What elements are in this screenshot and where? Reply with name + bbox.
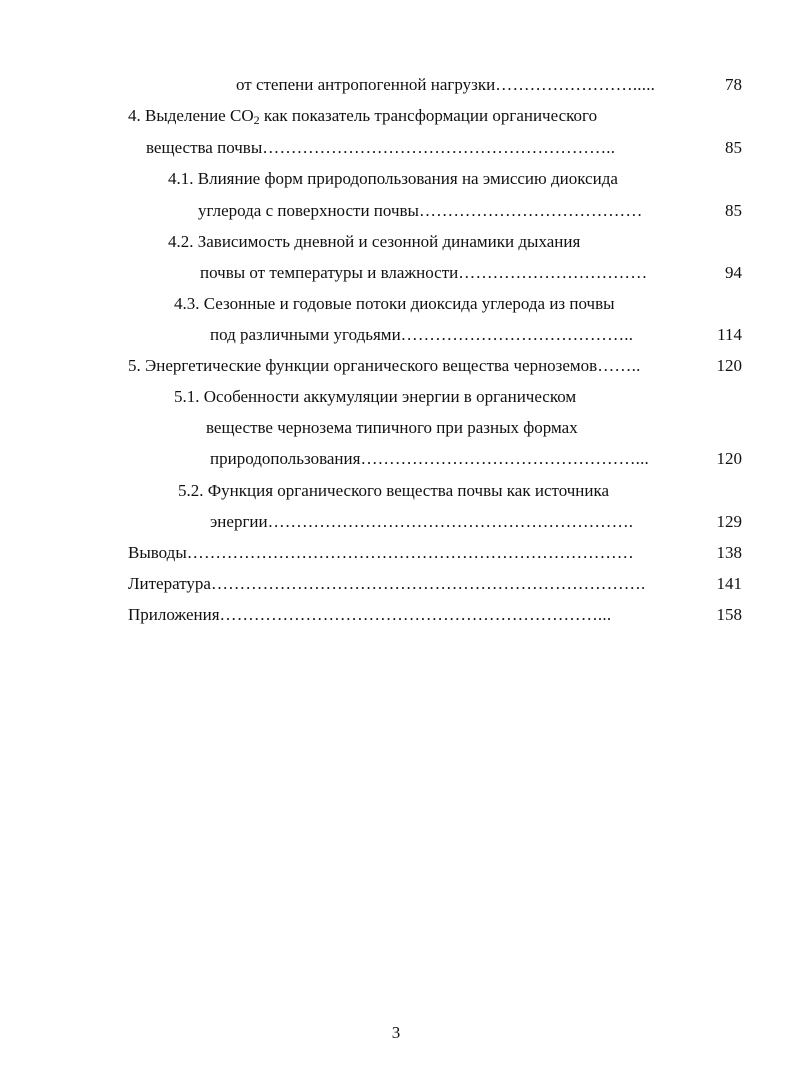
toc-entry-title: 5.1. Особенности аккумуляции энергии в органическом [174, 387, 577, 406]
toc-leader-dots: …….. [597, 356, 641, 375]
toc-leader-dots: …………………………………………………………... [219, 605, 612, 624]
toc-page-number: 120 [716, 356, 742, 375]
toc-entry-title: Приложения [128, 605, 220, 624]
toc-page-number: 158 [716, 605, 742, 624]
toc-entry-title: под различными угодьями [210, 325, 401, 344]
toc-entry [168, 169, 688, 189]
toc-leader-dots: …………………………………………………….. [262, 138, 616, 157]
toc-leader-dots: …………………………… [458, 263, 648, 282]
toc-entry-title: 4.1. Влияние форм природопользования на эмиссию диоксида [168, 169, 618, 188]
toc-leader-dots: ………………………………………………………. [267, 512, 634, 531]
toc-entry [128, 574, 688, 594]
toc-leader-dots: ………………………………… [418, 201, 643, 220]
toc-entry [210, 512, 688, 532]
toc-page-number: 78 [725, 75, 742, 94]
toc-page-number: 141 [716, 574, 742, 593]
toc-entry [206, 418, 688, 438]
toc-entry [236, 75, 688, 95]
toc-entry-title: Выводы [128, 543, 187, 562]
toc-page-number: 85 [725, 201, 742, 220]
toc-entry [128, 106, 688, 126]
toc-entry [128, 543, 688, 563]
toc-entry-title: от степени антропогенной нагрузки [236, 75, 496, 94]
toc-entry-title: углерода с поверхности почвы [198, 201, 419, 220]
toc-entry-title: почвы от температуры и влажности [200, 263, 459, 282]
toc-entry-title: 5.2. Функция органического вещества почвы как источника [178, 481, 610, 500]
toc-entry-title: веществе чернозема типичного при разных формах [206, 418, 578, 437]
toc-entry-title-continued: как показатель трансформации органического [259, 106, 598, 125]
toc-entry-title: 4. Выделение CO [128, 106, 254, 125]
toc-leader-dots: …………………………………………………………………… [186, 543, 634, 562]
toc-entry-title: Литература [128, 574, 211, 593]
toc-entry-title: энергии [210, 512, 268, 531]
toc-page-number: 120 [716, 449, 742, 468]
toc-entry-title: природопользования [210, 449, 361, 468]
toc-entry [200, 263, 688, 283]
toc-page-number: 85 [725, 138, 742, 157]
toc-entry [168, 232, 688, 252]
toc-entry-title: вещества почвы [146, 138, 263, 157]
toc-leader-dots: ………………………………….. [400, 325, 634, 344]
toc-leader-dots: …………………………………………………………………. [210, 574, 646, 593]
toc-entry [174, 387, 688, 407]
toc-page-number: 114 [717, 325, 742, 344]
toc-entry [146, 138, 688, 158]
toc-entry [210, 325, 688, 345]
toc-entry-title: 4.3. Сезонные и годовые потоки диоксида углерода из почвы [174, 294, 615, 313]
toc-leader-dots: ……………………..... [495, 75, 656, 94]
toc-entry [174, 294, 688, 314]
toc-entry-title: 5. Энергетические функции органического вещества черноземов [128, 356, 598, 375]
page-number: 3 [391, 1023, 401, 1042]
toc-entry [210, 449, 688, 469]
subscript: 2 [253, 113, 260, 126]
toc-entry-title: 4.2. Зависимость дневной и сезонной динамики дыхания [168, 232, 581, 251]
toc-entry [198, 201, 688, 221]
toc-page-number: 129 [716, 512, 742, 531]
toc-leader-dots: …………………………………………... [360, 449, 650, 468]
toc-entry [178, 481, 688, 501]
toc-entry [128, 605, 688, 625]
toc-page-number: 94 [725, 263, 742, 282]
toc-page-number: 138 [716, 543, 742, 562]
toc-entry [128, 356, 688, 376]
